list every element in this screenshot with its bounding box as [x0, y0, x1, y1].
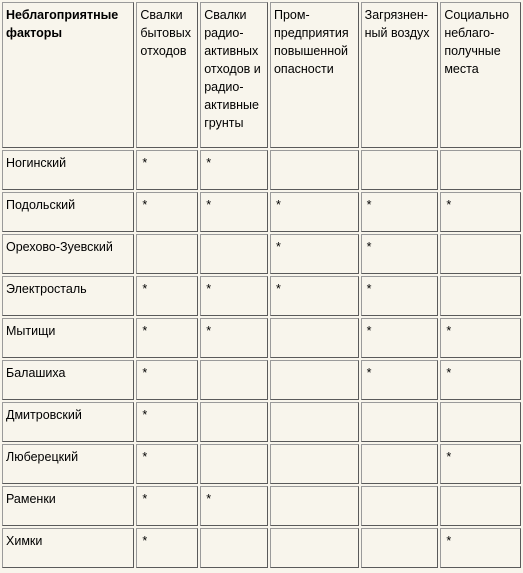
table-row: [2, 150, 521, 190]
mark-radioactive-waste: [200, 234, 268, 274]
district-name: Дмитровский: [2, 402, 134, 442]
mark-polluted-air: [361, 528, 439, 568]
table-row: [2, 360, 521, 400]
mark-hazardous-industry: [270, 318, 359, 358]
mark-radioactive-waste: *: [200, 276, 268, 316]
mark-hazardous-industry: [270, 486, 359, 526]
mark-social-problem-areas: *: [440, 528, 521, 568]
mark-social-problem-areas: *: [440, 444, 521, 484]
mark-social-problem-areas: [440, 486, 521, 526]
header-hazardous-industry: Пром-предприятия повышенной опасности: [270, 2, 359, 148]
header-household-waste: Свалки бытовых отходов: [136, 2, 198, 148]
mark-hazardous-industry: [270, 360, 359, 400]
mark-radioactive-waste: *: [200, 150, 268, 190]
district-name: Балашиха: [2, 360, 134, 400]
table-row: [2, 318, 521, 358]
district-name: Люберецкий: [2, 444, 134, 484]
mark-household-waste: *: [136, 402, 198, 442]
table-row: [2, 276, 521, 316]
mark-polluted-air: *: [361, 360, 439, 400]
mark-household-waste: *: [136, 360, 198, 400]
mark-radioactive-waste: [200, 360, 268, 400]
district-name: Электросталь: [2, 276, 134, 316]
mark-polluted-air: *: [361, 318, 439, 358]
mark-household-waste: [136, 234, 198, 274]
mark-household-waste: *: [136, 150, 198, 190]
mark-hazardous-industry: [270, 150, 359, 190]
mark-hazardous-industry: [270, 444, 359, 484]
mark-social-problem-areas: *: [440, 360, 521, 400]
mark-social-problem-areas: [440, 234, 521, 274]
header-radioactive-waste: Свалки радио-активных отходов и радио-активные грунты: [200, 2, 268, 148]
mark-hazardous-industry: *: [270, 192, 359, 232]
mark-radioactive-waste: [200, 528, 268, 568]
mark-polluted-air: [361, 486, 439, 526]
mark-household-waste: *: [136, 276, 198, 316]
district-name: Химки: [2, 528, 134, 568]
district-name: Раменки: [2, 486, 134, 526]
mark-household-waste: *: [136, 528, 198, 568]
mark-hazardous-industry: *: [270, 276, 359, 316]
mark-polluted-air: *: [361, 192, 439, 232]
district-name: Ногинский: [2, 150, 134, 190]
mark-household-waste: *: [136, 486, 198, 526]
table-row: [2, 402, 521, 442]
table-row: [2, 528, 521, 568]
mark-radioactive-waste: [200, 444, 268, 484]
header-row: [2, 2, 521, 148]
mark-radioactive-waste: [200, 402, 268, 442]
table-row: [2, 444, 521, 484]
header-polluted-air: Загрязнен-ный воздух: [361, 2, 439, 148]
district-name: Мытищи: [2, 318, 134, 358]
mark-social-problem-areas: [440, 402, 521, 442]
mark-hazardous-industry: [270, 402, 359, 442]
mark-polluted-air: *: [361, 276, 439, 316]
header-factors: Неблагоприятные факторы: [2, 2, 134, 148]
mark-radioactive-waste: *: [200, 318, 268, 358]
mark-social-problem-areas: [440, 276, 521, 316]
mark-household-waste: *: [136, 318, 198, 358]
district-name: Подольский: [2, 192, 134, 232]
mark-household-waste: *: [136, 192, 198, 232]
mark-hazardous-industry: *: [270, 234, 359, 274]
mark-polluted-air: [361, 150, 439, 190]
table-row: [2, 234, 521, 274]
district-name: Орехово-Зуевский: [2, 234, 134, 274]
mark-polluted-air: [361, 402, 439, 442]
table-row: [2, 192, 521, 232]
mark-social-problem-areas: *: [440, 192, 521, 232]
mark-polluted-air: *: [361, 234, 439, 274]
mark-social-problem-areas: [440, 150, 521, 190]
mark-social-problem-areas: *: [440, 318, 521, 358]
table-row: [2, 486, 521, 526]
mark-polluted-air: [361, 444, 439, 484]
mark-radioactive-waste: *: [200, 192, 268, 232]
mark-radioactive-waste: *: [200, 486, 268, 526]
mark-household-waste: *: [136, 444, 198, 484]
mark-hazardous-industry: [270, 528, 359, 568]
header-social-problem-areas: Социально неблаго-получные места: [440, 2, 521, 148]
